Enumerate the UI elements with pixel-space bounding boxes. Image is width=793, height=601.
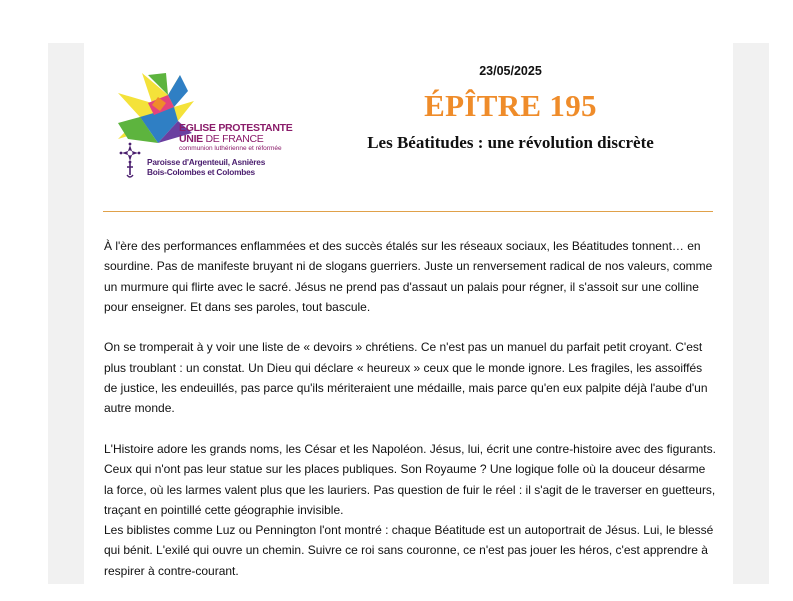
article-body — [104, 236, 716, 601]
paragraph: Les biblistes comme Luz ou Pennington l'ont montré : chaque Béatitude est un autoportrait de Jésus. Lui, le blessé qui bénit. L'exilé qui ouvre un chemin. Suivre ce roi sans couronne, ce n'est pas jouer les héros, c'est apprendre à respirer à contre-courant. — [104, 523, 714, 578]
page-title: ÉPÎTRE 195 — [424, 88, 597, 123]
page-subtitle: Les Béatitudes : une révolution discrète — [367, 133, 654, 152]
parish-line-2: Bois-Colombes et Colombes — [147, 167, 255, 177]
logo-de-france: DE FRANCE — [202, 133, 264, 145]
header-divider — [103, 211, 713, 212]
paragraph: On se tromperait à y voir une liste de « devoirs » chrétiens. Ce n'est pas un manuel du parfait petit croyant. C'est plus troublant : un constat. Un Dieu qui déclare « heureux » ceux que le monde ignore. Les fragiles, les assoiffés de justice, les endeuillés, pas parce qu'ils mériteraient une médaille, mais parce qu'en eux palpite déjà l'aube d'un autre monde. — [104, 340, 708, 416]
logo-church-name: EGLISE PROTESTANTE — [179, 122, 293, 134]
paragraph: À l'ère des performances enflammées et des succès étalés sur les réseaux sociaux, les Béatitudes tonnent… en sourdine. Pas de manifeste bruyant ni de slogans guerriers. Juste un renversement radical de nos valeurs, comme un murmure qui flirte avec le sacré. Jésus ne prend pas d'assaut un palais pour régner, il s'assoit sur une colline pour enseigner. Et dans ses paroles, tout bascule. — [104, 239, 713, 314]
parish-line-1: Paroisse d'Argenteuil, Asnières — [147, 157, 266, 167]
logo-unie: UNIE — [179, 133, 203, 145]
right-margin-band — [733, 43, 769, 584]
left-margin-band — [48, 43, 84, 584]
paragraph: L'Histoire adore les grands noms, les César et les Napoléon. Jésus, lui, écrit une contre-histoire avec des figurants. Ceux qui n'ont pas leur statue sur les places publiques. Son Royaume ? Une logique folle où la douceur désarme la force, où les larmes valent plus que les lauriers. Pas question de fuir le réel : il s'agit de le traverser en guetteurs, traçant en pointillé cette géographie invisible. — [104, 441, 716, 517]
logo-tagline: communion luthérienne et réformée — [179, 145, 282, 152]
issue-date: 23/05/2025 — [479, 64, 542, 78]
parish-name — [147, 157, 265, 177]
